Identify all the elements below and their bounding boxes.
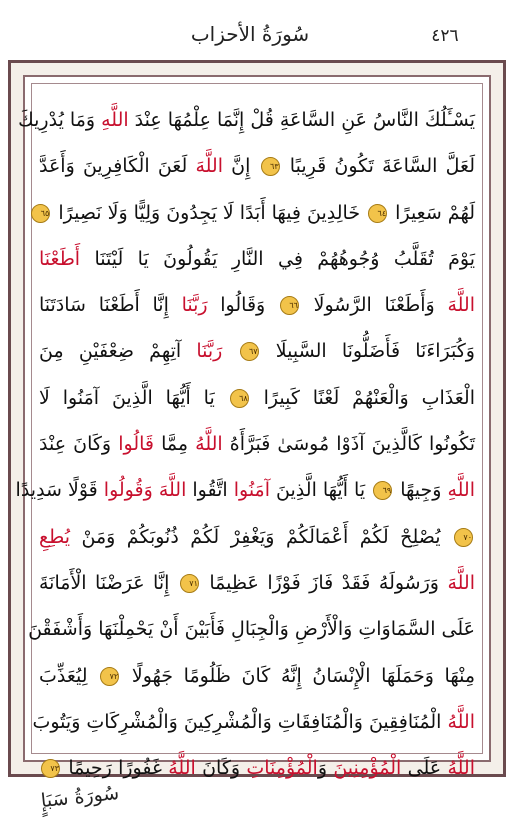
verse-line	[39, 375, 475, 421]
verse-text: لَعَلَّ السَّاعَةَ تَكُونُ قَرِيبًا	[281, 155, 475, 178]
highlighted-word: اللَّهَ	[158, 479, 187, 502]
verse-text: يُصْلِحْ لَكُمْ أَعْمَالَكُمْ وَيَغْفِرْ لَكُمْ ذُنُوبَكُمْ وَمَنْ	[70, 525, 452, 548]
verse-text: لِيُعَذِّبَ	[39, 664, 99, 687]
verse-line	[39, 190, 475, 236]
ayah-number-marker: ٦٨	[230, 389, 249, 408]
verse-text: وَكُبَرَاءَنَا فَأَضَلُّونَا السَّبِيلَا	[260, 340, 475, 363]
verse-text-block	[15, 97, 475, 780]
verse-line	[39, 328, 475, 374]
highlighted-word: الْمُؤْمِنَاتِ	[246, 757, 318, 780]
page-frame-border	[15, 75, 491, 780]
verse-line	[39, 653, 475, 699]
verse-text: لَعَنَ الْكَافِرِينَ وَأَعَدَّ	[39, 155, 196, 178]
verse-line	[39, 282, 475, 328]
highlighted-word: اللَّهَ	[447, 294, 475, 317]
verse-text: وَجِيهًا	[394, 479, 448, 502]
verse-text: تَكُونُوا كَالَّذِينَ آذَوْا مُوسَىٰ فَبَرَّأَهُ	[222, 433, 475, 456]
verse-line	[39, 143, 475, 189]
page-frame	[8, 60, 506, 780]
highlighted-word: اللَّهِ	[101, 109, 129, 131]
verse-text: وَرَسُولَهُ فَقَدْ فَازَ فَوْزًا عَظِيمًا	[200, 571, 448, 594]
ayah-number-marker: ٧١	[180, 574, 199, 593]
verse-text: الْعَذَابِ وَالْعَنْهُمْ لَعْنًا كَبِيرًا	[250, 386, 475, 409]
verse-text: غَفُورًا رَحِيمًا	[62, 757, 169, 780]
verse-text: مِمَّا	[153, 433, 196, 456]
verse-text: لَهُمْ سَعِيرًا	[389, 201, 475, 224]
verse-line	[32, 699, 475, 745]
ayah-number-marker: ٧٣	[41, 759, 60, 778]
highlighted-word: اللَّهَ	[195, 155, 223, 178]
verse-text: إِنَّ	[222, 155, 259, 178]
highlighted-word: وَقُولُوا	[103, 479, 153, 502]
highlighted-word: الْمُؤْمِنِينَ	[333, 757, 402, 780]
verse-text: وَكَانَ	[195, 757, 247, 780]
highlighted-word: أَطَعْنَا	[39, 247, 81, 270]
ayah-number-marker: ٦٤	[368, 204, 387, 223]
verse-text: يَسْـَٔلُكَ النَّاسُ عَنِ السَّاعَةِ قُلْ إِنَّمَا عِلْمُهَا عِنْدَ	[128, 109, 475, 131]
verse-text	[222, 340, 237, 362]
ayah-number-marker: ٧٠	[454, 528, 473, 547]
verse-text: وَأَطَعْنَا الرَّسُولَا	[300, 294, 448, 317]
verse-text: عَلَى	[401, 757, 448, 780]
verse-text: آتِهِمْ ضِعْفَيْنِ مِنَ	[39, 340, 197, 363]
verse-text: وَمَا يُدْرِيكَ	[18, 109, 102, 131]
highlighted-word: اللَّهُ	[195, 433, 223, 456]
verse-text: خَالِدِينَ فِيهَا أَبَدًا لَا يَجِدُونَ وَلِيًّا وَلَا نَصِيرًا	[52, 201, 367, 224]
verse-line	[18, 97, 475, 143]
verse-text: يَا أَيُّهَا الَّذِينَ آمَنُوا لَا	[39, 386, 228, 409]
verse-text: مِنْهَا وَحَمَلَهَا الْإِنْسَانُ إِنَّهُ كَانَ ظَلُومًا جَهُولًا	[121, 664, 475, 687]
next-surah-title: سُورَةُ سَبَإٍ	[39, 781, 121, 813]
highlighted-word: آمَنُوا	[233, 479, 271, 502]
verse-line	[39, 514, 475, 560]
verse-text: الْمُنَافِقِينَ وَالْمُنَافِقَاتِ وَالْمُشْرِكِينَ وَالْمُشْرِكَاتِ وَيَتُوبَ	[32, 710, 448, 733]
verse-text: وَ	[317, 757, 334, 780]
verse-text: قَوْلًا سَدِيدًا	[15, 479, 104, 502]
highlighted-word: رَبَّنَا	[181, 294, 208, 317]
verse-text: وَقَالُوا	[207, 294, 278, 317]
verse-line	[39, 236, 475, 282]
verse-line	[39, 421, 475, 467]
highlighted-word: اللَّهُ	[168, 757, 196, 780]
ayah-number-marker: ٦٥	[31, 204, 50, 223]
verse-line	[39, 560, 475, 606]
verse-text: إِنَّا أَطَعْنَا سَادَتَنَا	[39, 294, 182, 317]
verse-text: يَا أَيُّهَا الَّذِينَ	[270, 479, 372, 502]
verse-text: اتَّقُوا	[186, 479, 234, 502]
verse-line	[28, 606, 475, 652]
verse-text: يَوْمَ تُقَلَّبُ وُجُوهُهُمْ فِي النَّارِ يَقُولُونَ يَا لَيْتَنَا	[80, 247, 475, 270]
highlighted-word: اللَّهِ	[447, 479, 475, 502]
ayah-number-marker: ٦٦	[280, 296, 299, 315]
highlighted-word: قَالُوا	[118, 433, 154, 456]
ayah-number-marker: ٦٩	[373, 481, 392, 500]
highlighted-word: اللَّهُ	[447, 757, 475, 780]
verse-text: وَكَانَ عِنْدَ	[39, 433, 119, 456]
surah-title: سُورَةُ الأحزاب	[190, 22, 310, 46]
page-number: ٤٢٦	[431, 26, 459, 46]
ayah-number-marker: ٦٣	[261, 157, 280, 176]
ayah-number-marker: ٦٧	[240, 342, 259, 361]
highlighted-word: يُطِعِ	[39, 525, 70, 548]
highlighted-word: اللَّهُ	[447, 710, 475, 733]
highlighted-word: اللَّهَ	[447, 571, 475, 594]
ayah-number-marker: ٧٢	[100, 667, 119, 686]
verse-line	[15, 467, 475, 513]
highlighted-word: رَبَّنَا	[196, 340, 223, 363]
verse-text: إِنَّا عَرَضْنَا الْأَمَانَةَ	[39, 571, 178, 594]
verse-text: عَلَى السَّمَاوَاتِ وَالْأَرْضِ وَالْجِبَالِ فَأَبَيْنَ أَنْ يَحْمِلْنَهَا وَأَشْفَقْنَ	[28, 618, 475, 641]
